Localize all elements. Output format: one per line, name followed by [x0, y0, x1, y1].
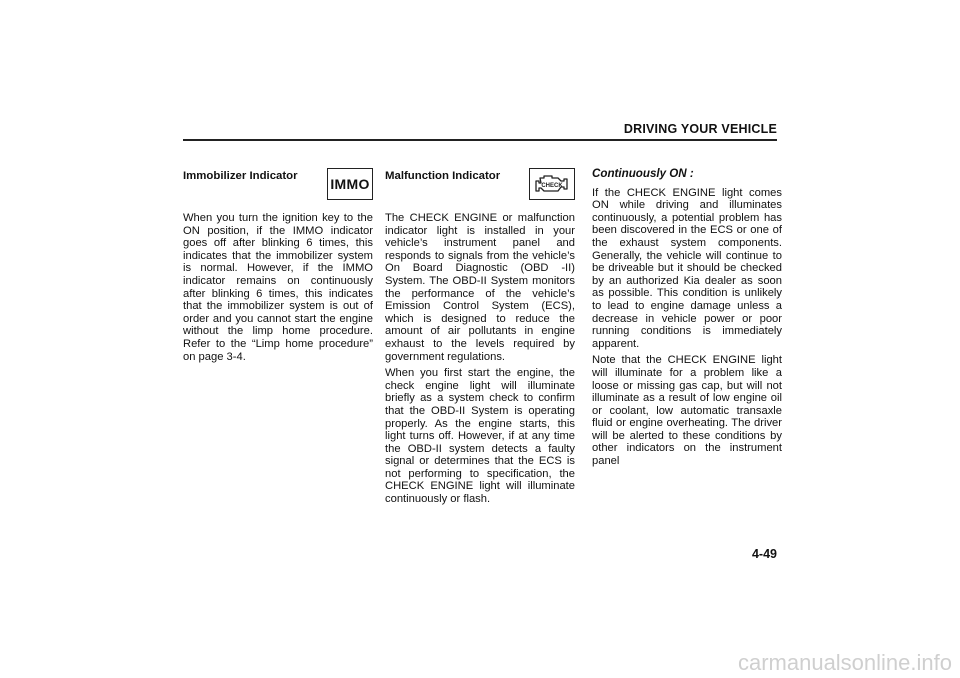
malfunction-paragraph-1: The CHECK ENGINE or malfunction indicator light is installed in your vehicle’s instrument panel and responds to signals from the vehicle’s On Board Diagnostic (OBD -II) System. The OBD-II System monitors the performance of the vehicle’s Emission Control System (ECS), which is designed to reduce the amount of air pollutants in engine exhaust to the levels required by government regulations.	[385, 212, 575, 363]
header-rule	[183, 139, 777, 141]
malfunction-heading: Malfunction Indicator	[385, 170, 501, 182]
engine-icon	[532, 171, 572, 197]
immobilizer-paragraph: When you turn the ignition key to the ON position, if the IMMO indicator goes off after blinking 6 times, this indicates that the immobilizer system is normal. However, if the IMMO indicator remains on continuously after blinking 6 times, this indicates that the immobilizer system is out of order and you cannot start the engine without the limp home procedure. Refer to the “Limp home procedure” on page 3-4.	[183, 212, 373, 363]
section-title: DRIVING YOUR VEHICLE	[623, 122, 777, 136]
continuously-on-paragraph-1: If the CHECK ENGINE light comes ON while driving and illuminates continuously, a potential problem has been discovered in the ECS or one of the exhaust system components. Generally, the vehicle will continue to be driveable but it should be checked by an authorized Kia dealer as soon as possible. This condition is unlikely to lead to engine damage unless a decrease in vehicle power or poor running conditions is immediately apparent.	[592, 186, 782, 350]
continuously-on-paragraph-2: Note that the CHECK ENGINE light will illuminate for a problem like a loose or missing gas cap, but will not illuminate as a result of low engine oil or coolant, low automatic transaxle fluid or engine overheating. The driver will be alerted to these conditions by other indicators on the instrument panel	[592, 354, 782, 468]
malfunction-section	[385, 168, 575, 510]
immo-indicator-icon	[327, 168, 373, 200]
check-icon-label: CHECK	[541, 183, 563, 189]
page-number: 4-49	[751, 547, 777, 561]
immobilizer-heading: Immobilizer Indicator	[183, 170, 298, 182]
watermark: carmanualsonline.info	[737, 650, 952, 675]
immobilizer-heading-row	[183, 168, 373, 212]
malfunction-paragraph-2: When you first start the engine, the check engine light will illuminate briefly as a system check to confirm that the OBD-II System is operating properly. As the engine starts, this light turns off. However, if at any time the OBD-II system detects a faulty signal or determines that the ECS is not performing to specification, the CHECK ENGINE light will illuminate continuously or flash.	[385, 367, 575, 506]
continuously-on-heading: Continuously ON :	[592, 167, 694, 180]
immo-icon-label: IMMO	[330, 175, 370, 192]
malfunction-heading-row	[385, 168, 575, 212]
continuously-on-section	[592, 168, 782, 472]
immobilizer-section	[183, 168, 373, 367]
check-engine-icon	[529, 168, 575, 200]
